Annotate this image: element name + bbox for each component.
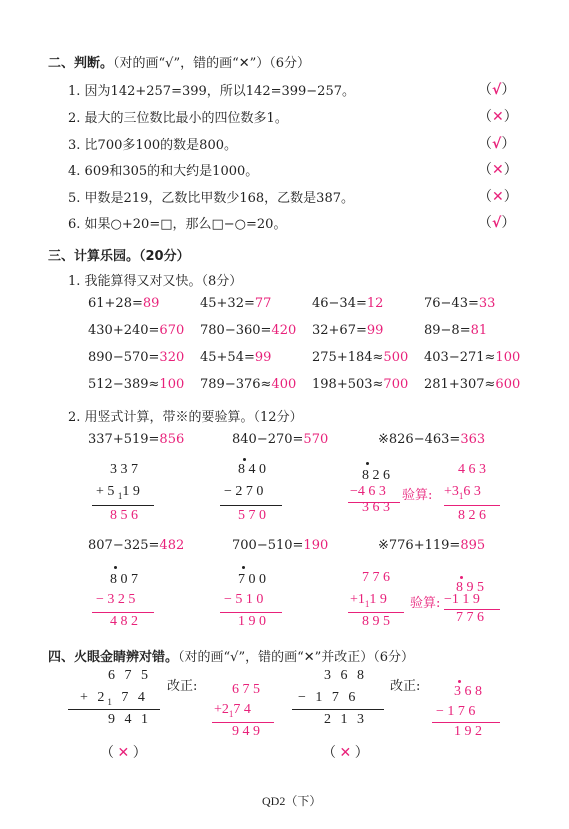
judge-item [68, 213, 286, 232]
mental-math-item [312, 350, 408, 365]
vertical-calc-equation [88, 538, 184, 553]
expression: 700−510= [232, 538, 304, 553]
section4-heading [48, 646, 414, 665]
s4-fix-label-1: 改正: [167, 679, 198, 694]
mental-math-item [424, 323, 487, 338]
expression: 403−271≈ [424, 350, 496, 365]
section3-title: 三、计算乐园。（20分） [48, 249, 190, 264]
paren-close: ） [501, 216, 516, 231]
paren-open: （ [478, 190, 492, 205]
answer: 482 [159, 538, 185, 553]
mental-math-item [424, 296, 495, 311]
mental-math-item [200, 296, 271, 311]
s4-fix-label-2: 改正: [390, 679, 421, 694]
answer: 77 [254, 296, 272, 311]
judge-item-number: 4. [68, 164, 81, 179]
section2-note: （对的画“√”，错的画“✕”）（6分） [113, 56, 311, 71]
section4-title: 四、火眼金睛辨对错。 [48, 650, 179, 665]
mental-math-item [200, 323, 296, 338]
mental-math-item [88, 296, 159, 311]
mental-math-item [200, 350, 271, 365]
answer: 12 [366, 296, 384, 311]
paren-open: （ [478, 137, 492, 152]
answer: 895 [460, 538, 486, 553]
paren-close: ） [501, 137, 516, 152]
mental-math-item [312, 296, 383, 311]
paren-close: ） [503, 110, 518, 125]
answer: 670 [159, 323, 185, 338]
answer: 100 [495, 350, 521, 365]
expression: 76−43= [424, 296, 479, 311]
mental-math-item [424, 350, 520, 365]
paren-close: ） [503, 163, 518, 178]
judge-item [68, 187, 354, 206]
section2-heading [48, 52, 310, 71]
vertical-calc-equation [88, 432, 184, 447]
paren-open: （ [478, 216, 492, 231]
expression: 430+240= [88, 323, 160, 338]
judge-item-text: 最大的三位数比最小的四位数多1。 [84, 111, 288, 126]
expression: 45+32= [200, 296, 255, 311]
judge-item [68, 107, 288, 126]
paren-open: （ [478, 110, 492, 125]
judge-item-text: 609和305的和大约是1000。 [84, 164, 259, 179]
mental-math-item [312, 377, 408, 392]
mental-math-item [88, 377, 184, 392]
expression: 275+184≈ [312, 350, 384, 365]
answer: 500 [383, 350, 409, 365]
judge-item-text: 比700多100的数是800。 [84, 138, 237, 153]
answer: 33 [478, 296, 496, 311]
answer: 856 [159, 432, 185, 447]
judge-answer [478, 159, 518, 179]
expression: 89−8= [424, 323, 471, 338]
judge-item-number: 2. [68, 111, 81, 126]
mental-math-item [312, 323, 383, 338]
answer: 700 [383, 377, 409, 392]
paren-open: （ [478, 83, 492, 98]
paren-close: ） [501, 83, 516, 98]
s4-mark-1: ✕ [117, 745, 130, 761]
q1-title: 1. 我能算得又对又快。（8分） [68, 274, 243, 289]
s4-mark-2: ✕ [339, 745, 352, 761]
judge-item [68, 80, 355, 99]
paren-open: （ [478, 163, 492, 178]
mental-math-item [88, 323, 184, 338]
judge-item-number: 5. [68, 191, 81, 206]
expression: 512−389≈ [88, 377, 160, 392]
answer: 400 [271, 377, 297, 392]
expression: 890−570= [88, 350, 160, 365]
answer: 320 [159, 350, 185, 365]
answer: 600 [495, 377, 521, 392]
answer: 99 [254, 350, 272, 365]
section4-note: （对的画“√”，错的画“✕”并改正）（6分） [178, 650, 415, 665]
judge-item-number: 6. [68, 217, 81, 232]
answer: 89 [142, 296, 160, 311]
answer: 190 [303, 538, 329, 553]
judge-answer [478, 133, 515, 153]
judge-item-number: 3. [68, 138, 81, 153]
answer: 420 [271, 323, 297, 338]
judge-answer [478, 106, 518, 126]
judge-item-text: 如果○+20=□，那么□−○=20。 [84, 217, 287, 232]
expression: 32+67= [312, 323, 367, 338]
answer: 81 [470, 323, 488, 338]
expression: 840−270= [232, 432, 304, 447]
vertical-calc-equation [232, 538, 328, 553]
judge-mark: ✕ [492, 109, 504, 125]
expression: 807−325= [88, 538, 160, 553]
vertical-calc-equation [378, 432, 485, 447]
answer: 363 [460, 432, 486, 447]
expression: ※776+119= [378, 538, 461, 553]
answer: 570 [303, 432, 329, 447]
q2-title: 2. 用竖式计算，带※的要验算。（12分） [68, 410, 303, 425]
expression: 46−34= [312, 296, 367, 311]
judge-answer [478, 79, 515, 99]
expression: ※826−463= [378, 432, 461, 447]
judge-item-text: 因为142+257=399，所以142=399−257。 [84, 84, 355, 99]
answer: 100 [159, 377, 185, 392]
judge-mark: √ [492, 82, 502, 98]
judge-answer [478, 212, 515, 232]
mental-math-item [200, 377, 296, 392]
judge-item-text: 甲数是219，乙数比甲数少168，乙数是387。 [84, 191, 354, 206]
page-footer: QD2（下） [262, 794, 322, 808]
check-label: 验算: [402, 488, 433, 503]
mental-math-item [88, 350, 184, 365]
s4-answer-1: （ ✕ ） [100, 745, 147, 761]
expression: 337+519= [88, 432, 160, 447]
judge-item-number: 1. [68, 84, 81, 99]
s4-answer-2: （ ✕ ） [322, 745, 369, 761]
judge-mark: ✕ [492, 189, 504, 205]
judge-mark: √ [492, 136, 502, 152]
answer: 99 [366, 323, 384, 338]
paren-close: ） [503, 190, 518, 205]
expression: 198+503≈ [312, 377, 384, 392]
expression: 45+54= [200, 350, 255, 365]
vertical-calc-equation [378, 538, 485, 553]
check-label-2: 验算: [410, 596, 441, 611]
section2-title: 二、判断。 [48, 56, 114, 71]
judge-item [68, 134, 237, 153]
judge-answer [478, 186, 518, 206]
judge-item [68, 160, 258, 179]
judge-mark: ✕ [492, 162, 504, 178]
expression: 789−376≈ [200, 377, 272, 392]
expression: 61+28= [88, 296, 143, 311]
expression: 281+307≈ [424, 377, 496, 392]
mental-math-item [424, 377, 520, 392]
vertical-calc-equation [232, 432, 328, 447]
expression: 780−360= [200, 323, 272, 338]
judge-mark: √ [492, 215, 502, 231]
